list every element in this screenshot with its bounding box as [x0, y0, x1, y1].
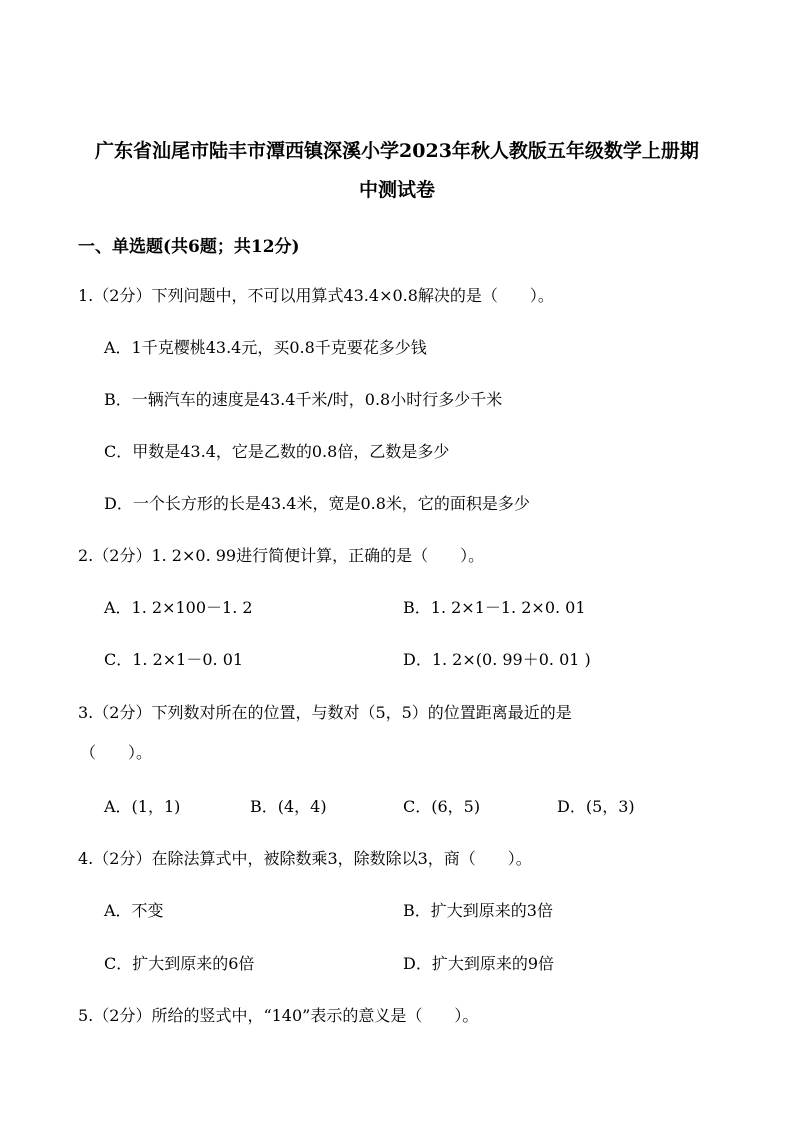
question-4-option-c: C．扩大到原来的6倍	[104, 954, 255, 973]
question-1-option-c: C．甲数是43.4，它是乙数的0.8倍，乙数是多少	[104, 442, 450, 461]
question-3-option-d: D．(5，3)	[557, 797, 635, 816]
question-4-stem: 4.（2分）在除法算式中，被除数乘3，除数除以3，商（ ）。	[78, 849, 532, 868]
question-4-option-a: A．不变	[104, 901, 164, 920]
section-heading: 一、单选题(共6题；共12分)	[78, 237, 300, 257]
question-5-stem: 5.（2分）所给的竖式中，“140”表示的意义是（ ）。	[78, 1006, 479, 1025]
question-3-stem: 3.（2分）下列数对所在的位置，与数对（5，5）的位置距离最近的是	[78, 703, 572, 722]
question-3-option-a: A．(1，1)	[104, 797, 181, 816]
question-2-stem: 2.（2分）1. 2×0. 99进行简便计算，正确的是（ ）。	[78, 546, 485, 565]
question-2-option-a: A．1. 2×100－1. 2	[104, 598, 253, 617]
question-4-option-d: D．扩大到原来的9倍	[403, 954, 555, 973]
question-3-option-b: B．(4，4)	[250, 797, 327, 816]
question-3-stem-cont: （ ）。	[80, 743, 153, 762]
question-1-stem: 1.（2分）下列问题中，不可以用算式43.4×0.8解决的是（ ）。	[78, 286, 554, 305]
question-3-option-c: C．(6，5)	[403, 797, 481, 816]
question-2-option-b: B．1. 2×1－1. 2×0. 01	[403, 598, 586, 617]
question-1-option-d: D．一个长方形的长是43.4米，宽是0.8米，它的面积是多少	[104, 494, 530, 513]
exam-title-line2: 中测试卷	[358, 179, 435, 201]
exam-title-line1: 广东省汕尾市陆丰市潭西镇深溪小学2023年秋人教版五年级数学上册期	[95, 140, 699, 162]
question-1-option-a: A．1千克樱桃43.4元，买0.8千克要花多少钱	[104, 338, 427, 357]
question-2-option-d: D．1. 2×(0. 99＋0. 01 )	[403, 650, 591, 669]
question-1-option-b: B．一辆汽车的速度是43.4千米/时，0.8小时行多少千米	[104, 390, 503, 409]
question-4-option-b: B．扩大到原来的3倍	[403, 901, 553, 920]
question-2-option-c: C．1. 2×1－0. 01	[104, 650, 244, 669]
